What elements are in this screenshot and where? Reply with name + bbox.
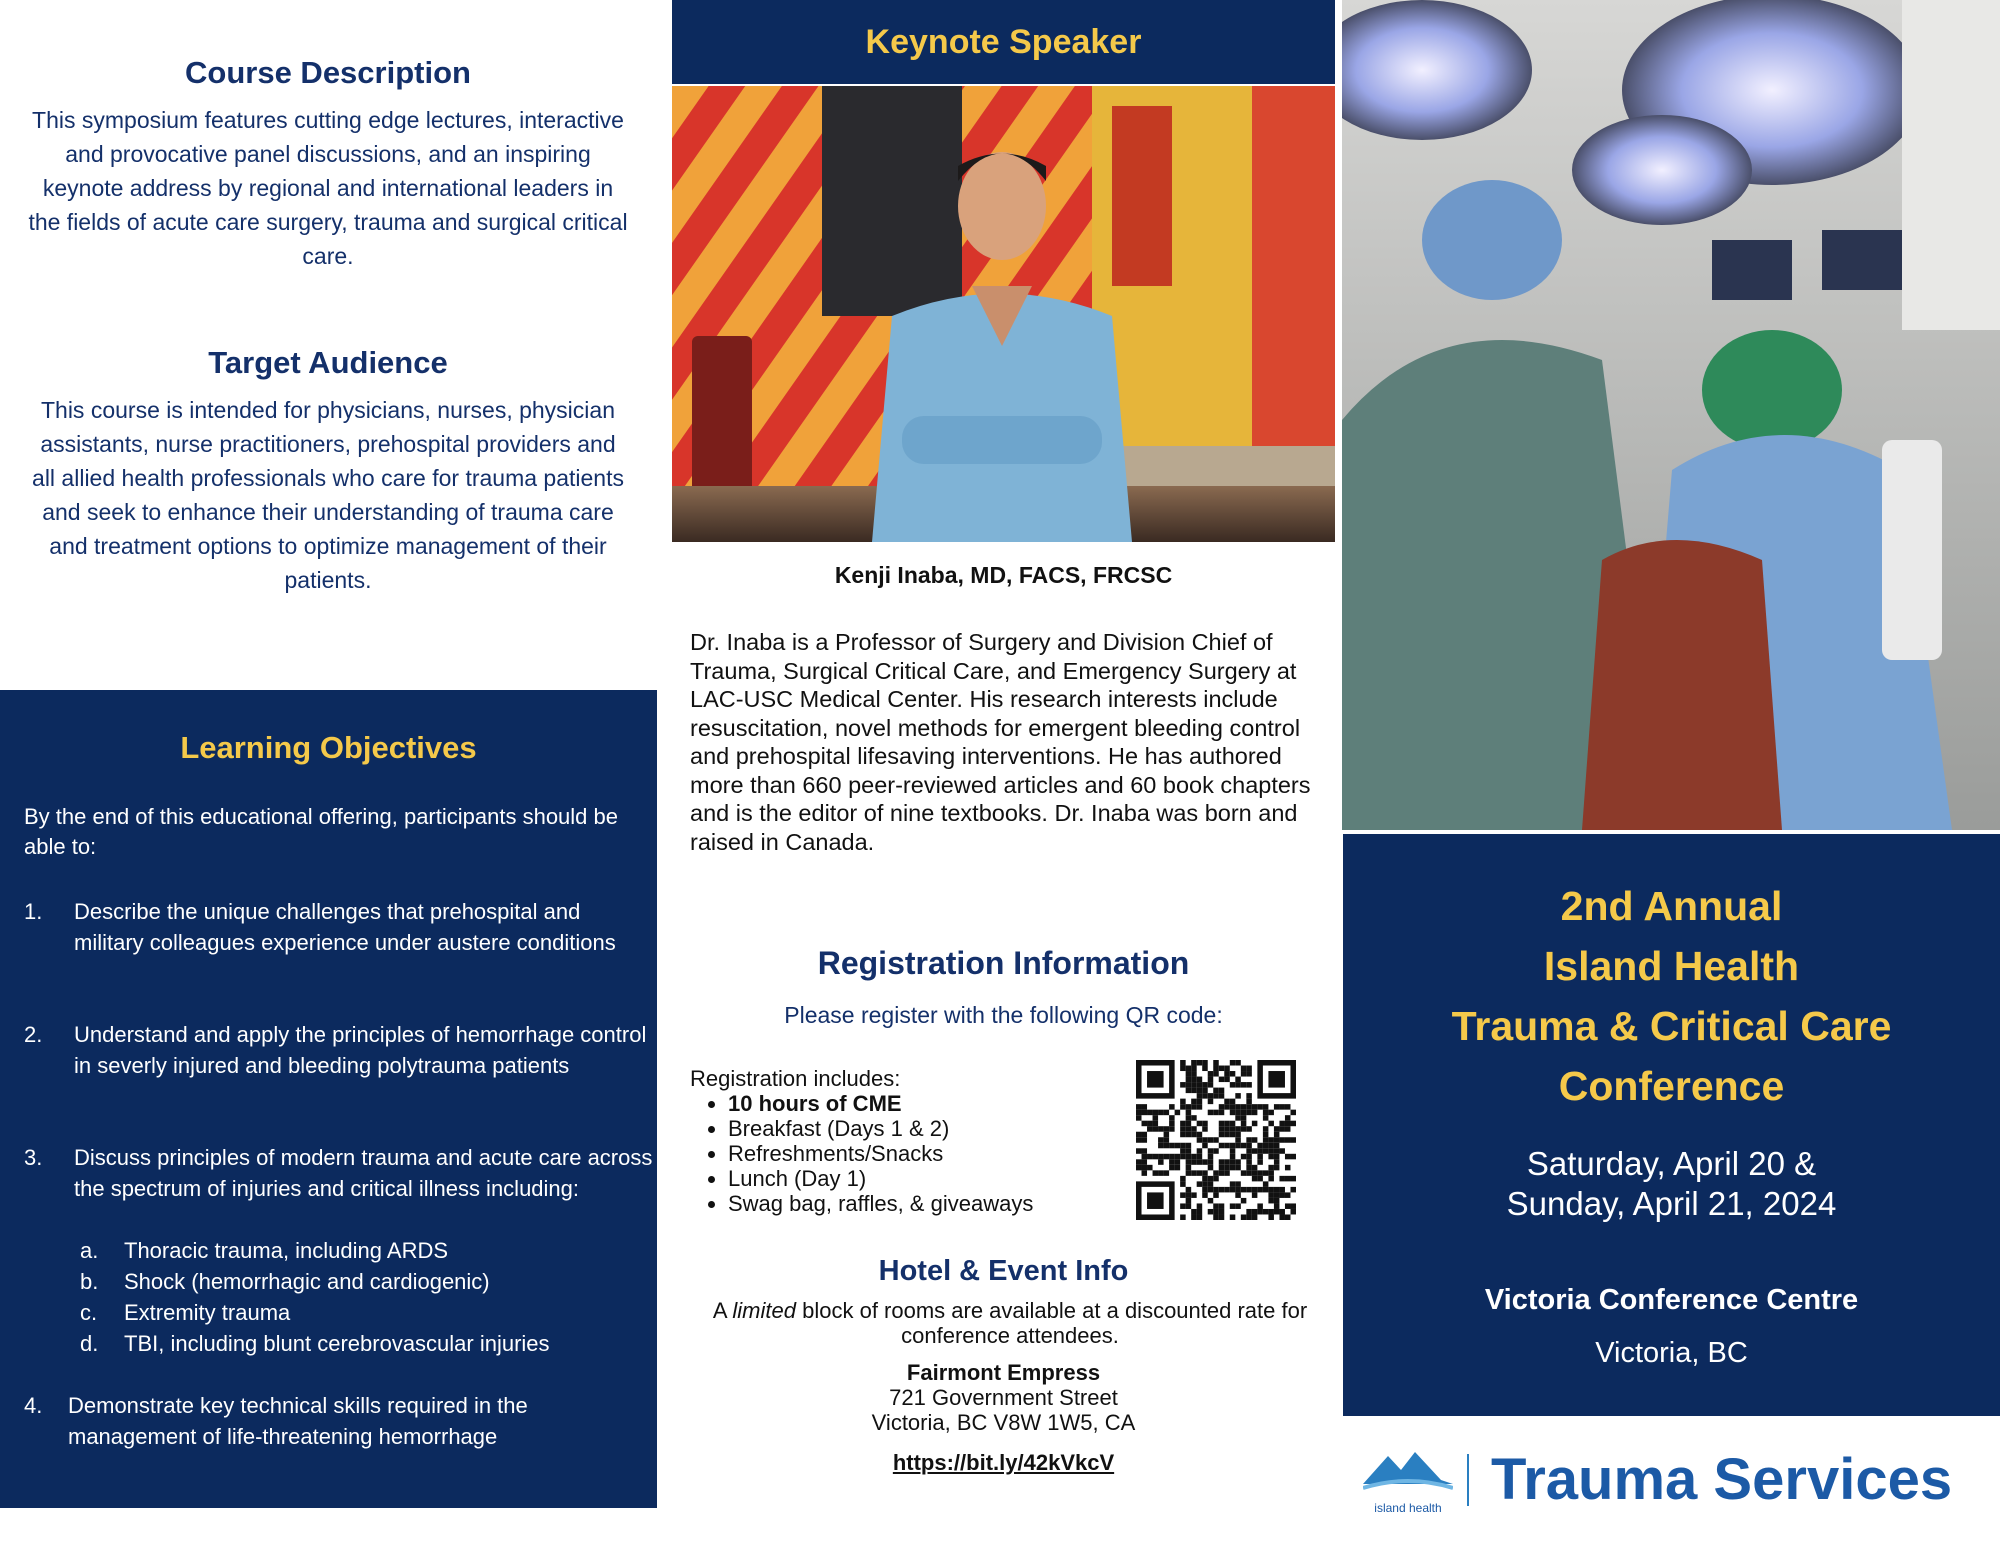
- list-item: • Swag bag, raffles, & giveaways: [728, 1191, 1120, 1216]
- registration-includes-list: [690, 1091, 1120, 1216]
- subitem-text: Extremity trauma: [124, 1300, 291, 1325]
- subitem-text: Shock (hemorrhagic and cardiogenic): [124, 1269, 490, 1294]
- logo-caption: island health: [1374, 1501, 1442, 1515]
- objective-text: Discuss principles of modern trauma and acute care across the spectrum of injuries and critical illness including:: [74, 1145, 653, 1201]
- hotel-desc-emphasis: limited: [732, 1298, 796, 1323]
- logo-divider: [1467, 1454, 1469, 1506]
- list-item: • 10 hours of CME: [728, 1091, 1120, 1116]
- objective-text: Describe the unique challenges that prehospital and military colleagues experience under austere conditions: [74, 899, 616, 955]
- speaker-bio: Dr. Inaba is a Professor of Surgery and Division Chief of Trauma, Surgical Critical Care, and Emergency Surgery at LAC-USC Medical Center. His research interests include resuscitation, novel methods for emergent bleeding control and prehospital lifesaving interventions. He has authored more than 660 peer-reviewed articles and 60 book chapters and is the editor of nine textbooks. Dr. Inaba was born and raised in Canada.: [690, 629, 1311, 855]
- conference-title-line: Island Health: [1543, 943, 1800, 989]
- learning-objectives-title: Learning Objectives: [180, 730, 477, 765]
- conference-date-line: Saturday, April 20 &: [1526, 1145, 1817, 1182]
- registration-includes: [690, 1066, 1120, 1216]
- hotel-desc-rest: block of rooms are available at a discounted rate for conference attendees.: [802, 1298, 1308, 1348]
- hotel-address-line2: Victoria, BC V8W 1W5, CA: [871, 1410, 1136, 1435]
- course-description-body: This symposium features cutting edge lectures, interactive and provocative panel discussions, and an inspiring keynote address by regional and international leaders in the fields of acute care surgery, trauma and surgical critical care.: [28, 107, 628, 269]
- learning-objectives-intro: By the end of this educational offering, participants should be able to:: [24, 804, 618, 859]
- course-description-title: Course Description: [185, 55, 471, 90]
- conference-date-line: Sunday, April 21, 2024: [1506, 1185, 1837, 1222]
- conference-title-line: 2nd Annual: [1560, 883, 1783, 929]
- objective-number: 1.: [24, 899, 43, 924]
- list-item: • Refreshments/Snacks: [728, 1141, 1120, 1166]
- list-item: • Lunch (Day 1): [728, 1166, 1120, 1191]
- learning-objectives-panel: [0, 690, 657, 1508]
- hotel-title: Hotel & Event Info: [878, 1255, 1129, 1287]
- hotel-description: [690, 1298, 1330, 1348]
- conference-venue: Victoria Conference Centre: [1484, 1284, 1859, 1316]
- conference-title: [1343, 876, 2000, 1116]
- course-description-section: [28, 55, 628, 273]
- registration-qr-code[interactable]: [1136, 1060, 1296, 1226]
- hotel-booking-link[interactable]: https://bit.ly/42kVkcV: [892, 1450, 1115, 1475]
- hotel-name: Fairmont Empress: [906, 1360, 1101, 1385]
- registration-title: Registration Information: [817, 945, 1190, 981]
- island-health-logo: [1363, 1444, 1453, 1514]
- conference-city: Victoria, BC: [1595, 1337, 1748, 1369]
- speaker-name: Kenji Inaba, MD, FACS, FRCSC: [834, 562, 1173, 588]
- conference-title-line: Trauma & Critical Care: [1451, 1003, 1892, 1049]
- target-audience-section: [28, 345, 628, 597]
- conference-info-panel: [1343, 834, 2000, 1416]
- subitem-letter: a.: [80, 1238, 99, 1263]
- objective-text: Understand and apply the principles of hemorrhage control in severly injured and bleeding polytrauma patients: [74, 1022, 647, 1078]
- department-name: Trauma Services: [1491, 1447, 1953, 1512]
- objective-number: 4.: [24, 1393, 43, 1418]
- speaker-photo: [672, 86, 1335, 542]
- keynote-title: Keynote Speaker: [865, 23, 1142, 61]
- conference-dates: [1343, 1144, 2000, 1224]
- subitem-text: TBI, including blunt cerebrovascular injuries: [124, 1331, 550, 1356]
- subitem-letter: b.: [80, 1269, 99, 1294]
- hotel-desc-prefix: A: [712, 1298, 727, 1323]
- branding-row: [1343, 1416, 2000, 1545]
- objective-number: 2.: [24, 1022, 43, 1047]
- target-audience-body: This course is intended for physicians, nurses, physician assistants, nurse practitioners, prehospital providers and all allied health professionals who care for trauma patients and seek to enhance their understanding of trauma care and treatment options to optimize management of their patients.: [32, 397, 624, 593]
- subitem-text: Thoracic trauma, including ARDS: [124, 1238, 449, 1263]
- conference-title-line: Conference: [1558, 1063, 1785, 1109]
- keynote-header: [672, 0, 1335, 84]
- target-audience-title: Target Audience: [208, 345, 448, 380]
- registration-subtitle: Please register with the following QR code:: [784, 1002, 1223, 1028]
- list-item: • Breakfast (Days 1 & 2): [728, 1116, 1120, 1141]
- subitem-letter: d.: [80, 1331, 99, 1356]
- operating-room-photo: [1342, 0, 2000, 830]
- objective-text: Demonstrate key technical skills required in the management of life-threatening hemorrhage: [68, 1393, 528, 1449]
- hotel-address-line1: 721 Government Street: [889, 1385, 1118, 1410]
- registration-includes-label: Registration includes:: [690, 1066, 901, 1091]
- objective-number: 3.: [24, 1145, 43, 1170]
- hotel-address-block: [672, 1360, 1335, 1435]
- subitem-letter: c.: [80, 1300, 98, 1325]
